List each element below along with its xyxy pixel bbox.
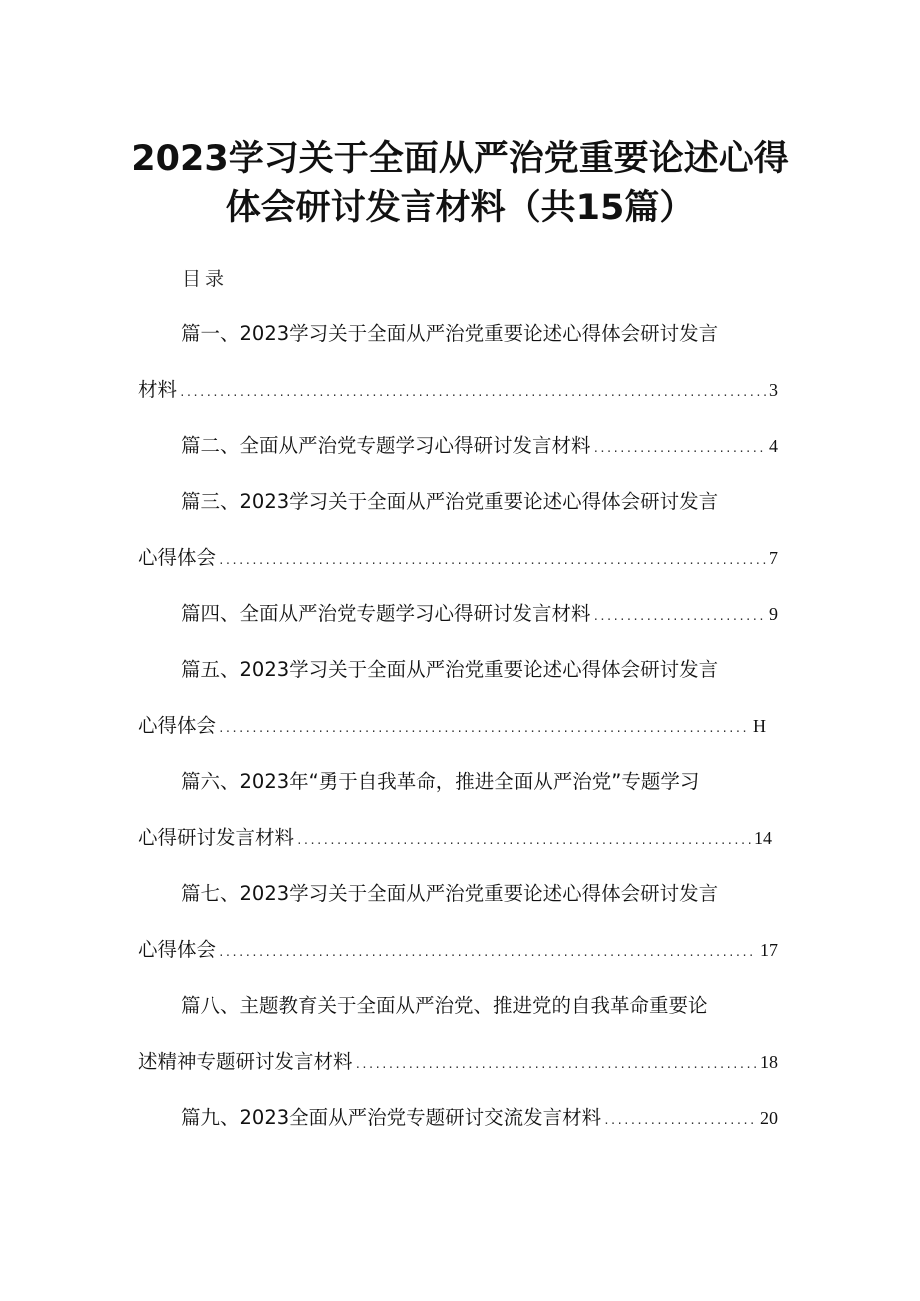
toc-entry-1-line-2[interactable] <box>138 376 778 404</box>
dot-leader <box>218 547 766 575</box>
dot-leader <box>218 715 750 743</box>
toc-entry-text: 篇七、2023学习关于全面从严治党重要论述心得体会研讨发言 <box>181 882 719 905</box>
toc-entry-text: 心得体会 <box>138 546 217 569</box>
toc-page-number: 14 <box>754 828 772 848</box>
toc-entry-2[interactable] <box>181 432 778 460</box>
toc-entry-6-line-2[interactable] <box>138 824 772 852</box>
toc-entry-text: 篇五、2023学习关于全面从严治党重要论述心得体会研讨发言 <box>181 658 719 681</box>
toc-page-number: 7 <box>769 548 778 568</box>
toc-page-number: 3 <box>769 380 778 400</box>
toc-heading: 目录 <box>182 268 229 290</box>
toc-entry-4[interactable] <box>181 600 778 628</box>
dot-leader <box>603 1107 757 1135</box>
dot-leader <box>296 827 751 855</box>
toc-entry-text: 篇九、2023全面从严治党专题研讨交流发言材料 <box>181 1106 602 1129</box>
dot-leader <box>593 435 766 463</box>
toc-entry-text: 篇二、全面从严治党专题学习心得研讨发言材料 <box>181 434 591 457</box>
toc-entry-9[interactable] <box>181 1104 778 1132</box>
toc-entry-8-line-1[interactable] <box>181 992 741 1020</box>
toc-entry-text: 篇八、主题教育关于全面从严治党、推进党的自我革命重要论 <box>181 994 708 1017</box>
toc-page-number: 18 <box>760 1052 778 1072</box>
toc-page-number: 9 <box>769 604 778 624</box>
toc-page-number: H <box>753 716 766 736</box>
dot-leader <box>593 603 766 631</box>
document-title-line-1: 2023学习关于全面从严治党重要论述心得 <box>131 139 789 179</box>
toc-entry-7-line-2[interactable] <box>138 936 778 964</box>
toc-page-number: 4 <box>769 436 778 456</box>
toc-entry-text: 篇一、2023学习关于全面从严治党重要论述心得体会研讨发言 <box>181 322 719 345</box>
toc-entry-text: 心得研讨发言材料 <box>138 826 295 849</box>
toc-entry-8-line-2[interactable] <box>138 1048 778 1076</box>
dot-leader <box>218 939 757 967</box>
document-title-line-2: 体会研讨发言材料（共15篇） <box>225 188 695 228</box>
toc-entry-5-line-1[interactable] <box>181 656 741 684</box>
toc-entry-6-line-1[interactable] <box>181 768 741 796</box>
toc-entry-7-line-1[interactable] <box>181 880 741 908</box>
toc-entry-3-line-2[interactable] <box>138 544 778 572</box>
toc-entry-text: 篇三、2023学习关于全面从严治党重要论述心得体会研讨发言 <box>181 490 719 513</box>
dot-leader <box>179 379 766 407</box>
toc-entry-text: 材料 <box>138 378 178 401</box>
toc-entry-1-line-1[interactable] <box>181 320 741 348</box>
toc-entry-5-line-2[interactable] <box>138 712 766 740</box>
toc-entry-text: 述精神专题研讨发言材料 <box>138 1050 353 1073</box>
toc-page-number: 20 <box>760 1108 778 1128</box>
toc-entry-text: 篇六、2023年“勇于自我革命，推进全面从严治党”专题学习 <box>181 770 700 793</box>
toc-entry-3-line-1[interactable] <box>181 488 741 516</box>
toc-entry-text: 心得体会 <box>138 938 217 961</box>
toc-entry-text: 篇四、全面从严治党专题学习心得研讨发言材料 <box>181 602 591 625</box>
dot-leader <box>355 1051 757 1079</box>
toc-page-number: 17 <box>760 940 778 960</box>
toc-entry-text: 心得体会 <box>138 714 217 737</box>
